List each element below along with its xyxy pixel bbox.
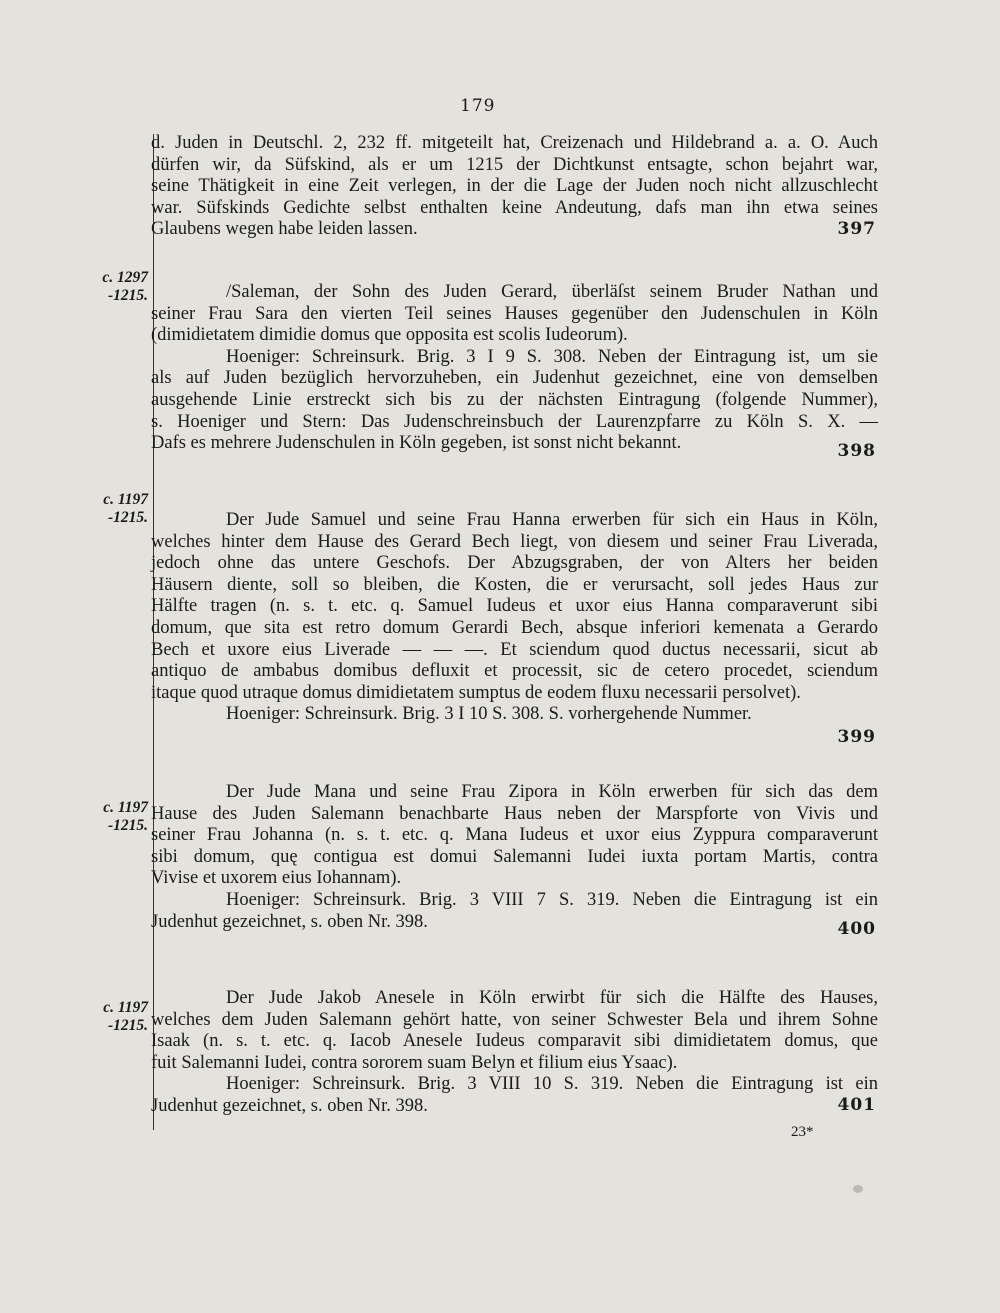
date-line: -1215. [107, 287, 148, 304]
text-line: Glaubens wegen habe leiden lassen. [151, 219, 418, 240]
text-line: welches dem Juden Salemann gehört hatte, von seiner Schwester Bela und ihrem Sohne [151, 1009, 878, 1030]
entry-text-401 [151, 988, 878, 1118]
entry-text-400 [151, 782, 878, 933]
date-line: c. 1197 [103, 999, 148, 1016]
entry-number-398: 398 [837, 441, 876, 461]
date-line: -1215. [107, 817, 148, 834]
text-line: Häusern diente, soll so bleiben, die Kosten, die er verursacht, soll jedes Haus zur [151, 574, 878, 595]
entry-date [78, 799, 148, 835]
text-line: domum, que sita est retro domum Gerardi Bech, absque inferiori kemenata a Gerardo [151, 617, 878, 638]
text-line: Der Jude Jakob Anesele in Köln erwirbt für sich die Hälfte des Hauses, [226, 988, 878, 1008]
text-line: Judenhut gezeichnet, s. oben Nr. 398. [151, 911, 428, 932]
text-line: Judenhut gezeichnet, s. oben Nr. 398. [151, 1095, 428, 1116]
text-line: fuit Salemanni Iudei, contra sororem suam Belyn et filium eius Ysaac). [151, 1052, 678, 1073]
date-line: c. 1197 [103, 491, 148, 508]
text-line: d. Juden in Deutschl. 2, 232 ff. mitgeteilt hat, Creizenach und Hildebrand a. a. O. Auch [151, 133, 878, 153]
text-line: Vivise et uxorem eius Iohannam). [151, 868, 402, 889]
text-line: Der Jude Samuel und seine Frau Hanna erwerben für sich ein Haus in Köln, [226, 510, 878, 530]
signature-mark: 23* [791, 1124, 814, 1140]
paper-mark [853, 1185, 863, 1193]
text-line: Hälfte tragen (n. s. t. etc. q. Samuel Iudeus et uxor eius Hanna comparaverunt sibi [151, 596, 878, 617]
entry-number-401: 401 [837, 1095, 876, 1115]
text-line: seine Thätigkeit in eine Zeit verlegen, in der die Lage der Juden noch nicht allzuschlecht [151, 176, 878, 197]
date-line: c. 1297 [102, 269, 148, 286]
text-line: itaque quod utraque domus dimidietatem sumptus de eodem fluxu necessarii persolvet). [151, 682, 801, 703]
text-line: seiner Frau Sara den vierten Teil seines Hauses gegenüber den Judenschulen in Köln [151, 303, 878, 324]
text-line: war. Süfskinds Gedichte selbst enthalten keine Andeutung, dafs man ihn etwa seines [151, 197, 878, 218]
text-line: als auf Juden bezüglich hervorzuheben, ein Judenhut gezeichnet, eine von demselben [151, 368, 878, 389]
entry-number-400: 400 [837, 919, 876, 939]
entry-number-399: 399 [837, 727, 876, 747]
date-line: c. 1197 [103, 799, 148, 816]
text-line: Isaak (n. s. t. etc. q. Iacob Anesele Iudeus comparavit sibi dimidietatem domus, que [151, 1031, 878, 1052]
text-line: (dimidietatem dimidie domus que opposita est scolis Iudeorum). [151, 325, 628, 346]
text-line: welches hinter dem Hause des Gerard Bech liegt, von diesem und seiner Frau Liverada, [151, 531, 878, 552]
text-line: Dafs es mehrere Judenschulen in Köln gegeben, ist sonst nicht bekannt. [151, 433, 682, 454]
text-line: s. Hoeniger und Stern: Das Judenschreinsbuch der Laurenzpfarre zu Köln S. X. — [151, 411, 878, 432]
entry-date [78, 491, 148, 527]
text-line: Der Jude Mana und seine Frau Zipora in Köln erwerben für sich das dem [226, 782, 878, 802]
page-number: 179 [460, 96, 496, 116]
text-line: dürfen wir, da Süfskind, als er um 1215 der Dichtkunst entsagte, schon bejahrt war, [151, 154, 878, 175]
date-line: -1215. [107, 1017, 148, 1034]
text-line: Bech et uxore eius Liverade — — —. Et sciendum quod ductus necessarii, sicut ab [151, 639, 878, 660]
text-line: Hoeniger: Schreinsurk. Brig. 3 I 10 S. 308. S. vorhergehende Nummer. [226, 704, 752, 725]
text-line: antiquo de ambabus domibus defluxit et processit, sic de cetero procedet, sciendum [151, 661, 878, 682]
text-line: ausgehende Linie erstreckt sich bis zu der nächsten Eintragung (folgende Nummer), [151, 389, 878, 410]
text-line: Hoeniger: Schreinsurk. Brig. 3 I 9 S. 308. Neben der Eintragung ist, um sie [226, 346, 878, 367]
continuation-paragraph [151, 133, 878, 241]
date-line: -1215. [107, 509, 148, 526]
text-line: /Saleman, der Sohn des Juden Gerard, überläſst seinem Bruder Nathan und [226, 282, 878, 302]
entry-text-398 [151, 282, 878, 455]
entry-date [78, 999, 148, 1035]
text-line: Hoeniger: Schreinsurk. Brig. 3 VIII 10 S. 319. Neben die Eintragung ist ein [226, 1074, 878, 1095]
entry-date [78, 269, 148, 305]
entry-text-399 [151, 510, 878, 726]
text-line: jedoch ohne das untere Geschofs. Der Abzugsgraben, der von Alters her beiden [151, 553, 878, 574]
entry-number-397: 397 [837, 219, 876, 239]
text-line: sibi domum, quę contigua est domui Salemanni Iudei iuxta portam Martis, contra [151, 846, 878, 867]
text-line: Hoeniger: Schreinsurk. Brig. 3 VIII 7 S. 319. Neben die Eintragung ist ein [226, 889, 878, 910]
text-line: seiner Frau Johanna (n. s. t. etc. q. Mana Iudeus et uxor eius Zyppura comparaverunt [151, 825, 878, 846]
text-line: Hause des Juden Salemann benachbarte Haus neben der Marspforte von Vivis und [151, 803, 878, 824]
